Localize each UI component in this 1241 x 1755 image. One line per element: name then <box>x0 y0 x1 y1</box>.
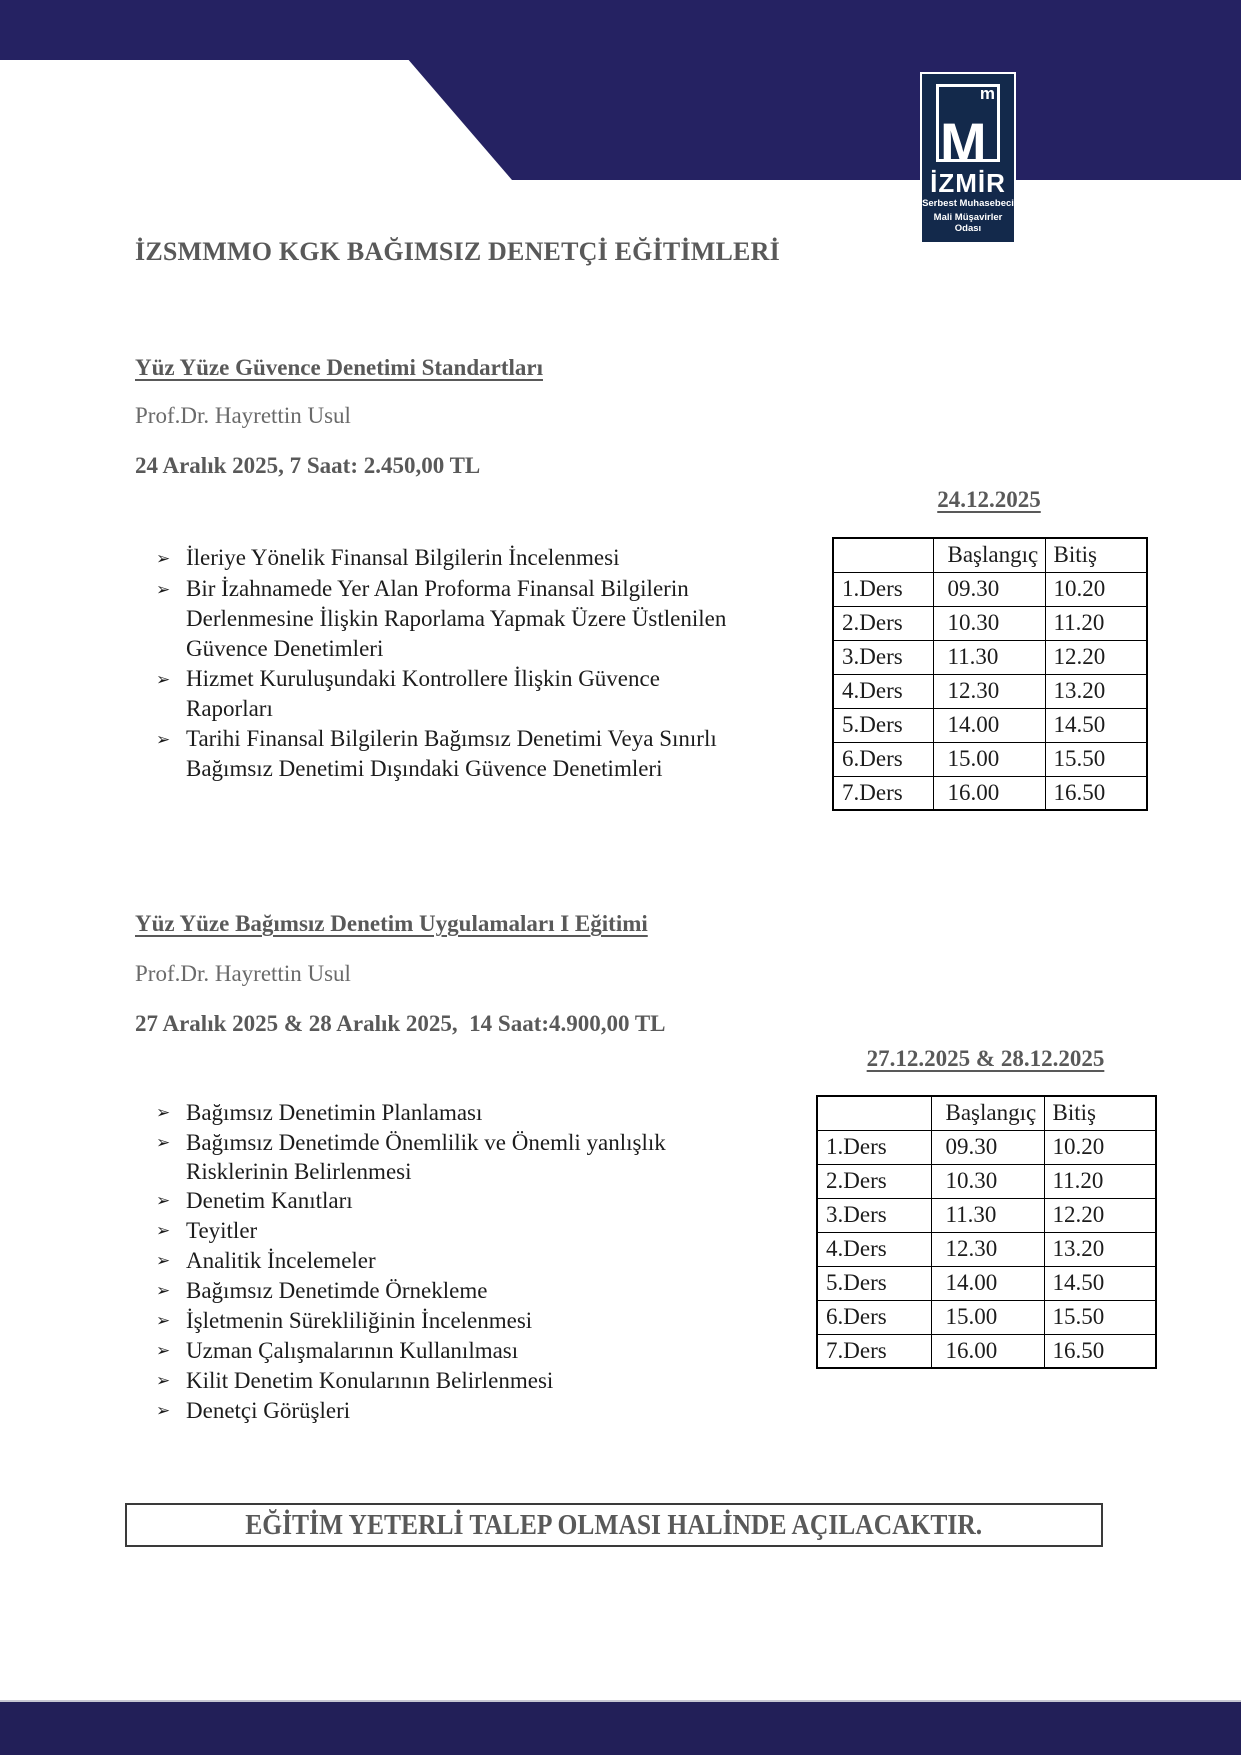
list-item: ➢ Hizmet Kuruluşundaki Kontrollere İlişkin Güvence Raporları <box>156 666 660 721</box>
availability-banner-text: EĞİTİM YETERLİ TALEP OLMASI HALİNDE AÇILACAKTIR. <box>245 1508 983 1541</box>
arrow-bullet-icon: ➢ <box>156 1191 171 1211</box>
section1-table-title: 24.12.2025 <box>937 487 1041 512</box>
list-item: ➢ Denetim Kanıtları <box>156 1186 756 1216</box>
list-item: ➢ Analitik İncelemeler <box>156 1246 756 1276</box>
list-item: ➢ Bağımsız Denetimin Planlaması <box>156 1098 756 1128</box>
table-row: 7.Ders 16.00 16.50 <box>817 1334 1156 1368</box>
arrow-bullet-icon: ➢ <box>156 1281 171 1301</box>
table-row: 6.Ders 15.00 15.50 <box>833 742 1147 776</box>
list-item: ➢ Kilit Denetim Konularının Belirlenmesi <box>156 1366 756 1396</box>
arrow-bullet-icon: ➢ <box>156 730 171 750</box>
arrow-bullet-icon: ➢ <box>156 549 171 569</box>
logo-city-text: İZMİR <box>930 168 1006 198</box>
table-row: 5.Ders 14.00 14.50 <box>817 1266 1156 1300</box>
list-item: ➢ İşletmenin Sürekliliğinin İncelenmesi <box>156 1306 756 1336</box>
logo-letter-m-big: M <box>940 111 987 174</box>
table-row: 5.Ders 14.00 14.50 <box>833 708 1147 742</box>
table-row: 1.Ders 09.30 10.20 <box>833 572 1147 606</box>
arrow-bullet-icon: ➢ <box>156 1341 171 1361</box>
section2-schedule-table <box>816 1095 1157 1369</box>
section2-heading: Yüz Yüze Bağımsız Denetim Uygulamaları I Eğitimi <box>135 911 648 936</box>
arrow-bullet-icon: ➢ <box>156 1371 171 1391</box>
logo-letter-m-small: m <box>979 84 995 103</box>
table-row: 3.Ders 11.30 12.20 <box>833 640 1147 674</box>
list-item: ➢ Bir İzahnamede Yer Alan Proforma Finansal Bilgilerin Derlenmesine İlişkin Raporlama Yapmak Üzere Üstlenilen Güvence Denetimleri <box>156 576 727 661</box>
page-title: İZSMMMO KGK BAĞIMSIZ DENETÇİ EĞİTİMLERİ <box>135 237 780 266</box>
list-item: ➢ Uzman Çalışmalarının Kullanılması <box>156 1336 756 1366</box>
arrow-bullet-icon: ➢ <box>156 670 171 690</box>
table-row: 4.Ders 12.30 13.20 <box>817 1232 1156 1266</box>
section1-date-price: 24 Aralık 2025, 7 Saat: 2.450,00 TL <box>135 453 481 478</box>
table-row: 6.Ders 15.00 15.50 <box>817 1300 1156 1334</box>
list-item: ➢ İleriye Yönelik Finansal Bilgilerin İncelenmesi <box>156 543 742 574</box>
table-row: 7.Ders 16.00 16.50 <box>833 776 1147 810</box>
list-item: ➢ Tarihi Finansal Bilgilerin Bağımsız Denetimi Veya Sınırlı Bağımsız Denetimi Dışındaki Güvence Denetimleri <box>156 726 717 781</box>
table-row: 2.Ders 10.30 11.20 <box>833 606 1147 640</box>
table-row: 4.Ders 12.30 13.20 <box>833 674 1147 708</box>
availability-banner <box>125 1503 1103 1547</box>
arrow-bullet-icon: ➢ <box>156 580 171 600</box>
arrow-bullet-icon: ➢ <box>156 1401 171 1421</box>
section2-topic-list <box>156 1098 756 1426</box>
logo-m-square <box>936 84 1000 174</box>
table-row: 2.Ders 10.30 11.20 <box>817 1164 1156 1198</box>
table-row: 3.Ders 11.30 12.20 <box>817 1198 1156 1232</box>
section2-table-title: 27.12.2025 & 28.12.2025 <box>866 1046 1105 1071</box>
table-row: 1.Ders 09.30 10.20 <box>817 1130 1156 1164</box>
section1-topic-list <box>156 543 742 784</box>
arrow-bullet-icon: ➢ <box>156 1103 171 1123</box>
logo-subtitle-line1: Serbest Muhasebeci <box>922 198 1014 209</box>
footer-band <box>0 1700 1241 1755</box>
table-header-row: Başlangıç Bitiş <box>817 1096 1156 1130</box>
arrow-bullet-icon: ➢ <box>156 1133 171 1153</box>
list-item: ➢ Bağımsız Denetimde Örnekleme <box>156 1276 756 1306</box>
section1-heading: Yüz Yüze Güvence Denetimi Standartları <box>135 355 543 380</box>
izmir-smmm-logo <box>920 72 1016 244</box>
table-header-row: Başlangıç Bitiş <box>833 538 1147 572</box>
section1-instructor: Prof.Dr. Hayrettin Usul <box>135 403 351 428</box>
list-item: ➢ Teyitler <box>156 1216 756 1246</box>
arrow-bullet-icon: ➢ <box>156 1311 171 1331</box>
section2-date-price: 27 Aralık 2025 & 28 Aralık 2025, 14 Saat:4.900,00 TL <box>135 1011 666 1036</box>
section2-instructor: Prof.Dr. Hayrettin Usul <box>135 961 351 986</box>
list-item: ➢ Denetçi Görüşleri <box>156 1396 756 1426</box>
logo-subtitle-line2: Mali Müşavirler Odası <box>933 211 1003 234</box>
arrow-bullet-icon: ➢ <box>156 1221 171 1241</box>
list-item: ➢ Bağımsız Denetimde Önemlilik ve Önemli yanlışlık Risklerinin Belirlenmesi <box>156 1130 666 1184</box>
arrow-bullet-icon: ➢ <box>156 1251 171 1271</box>
section1-schedule-table <box>832 537 1148 811</box>
